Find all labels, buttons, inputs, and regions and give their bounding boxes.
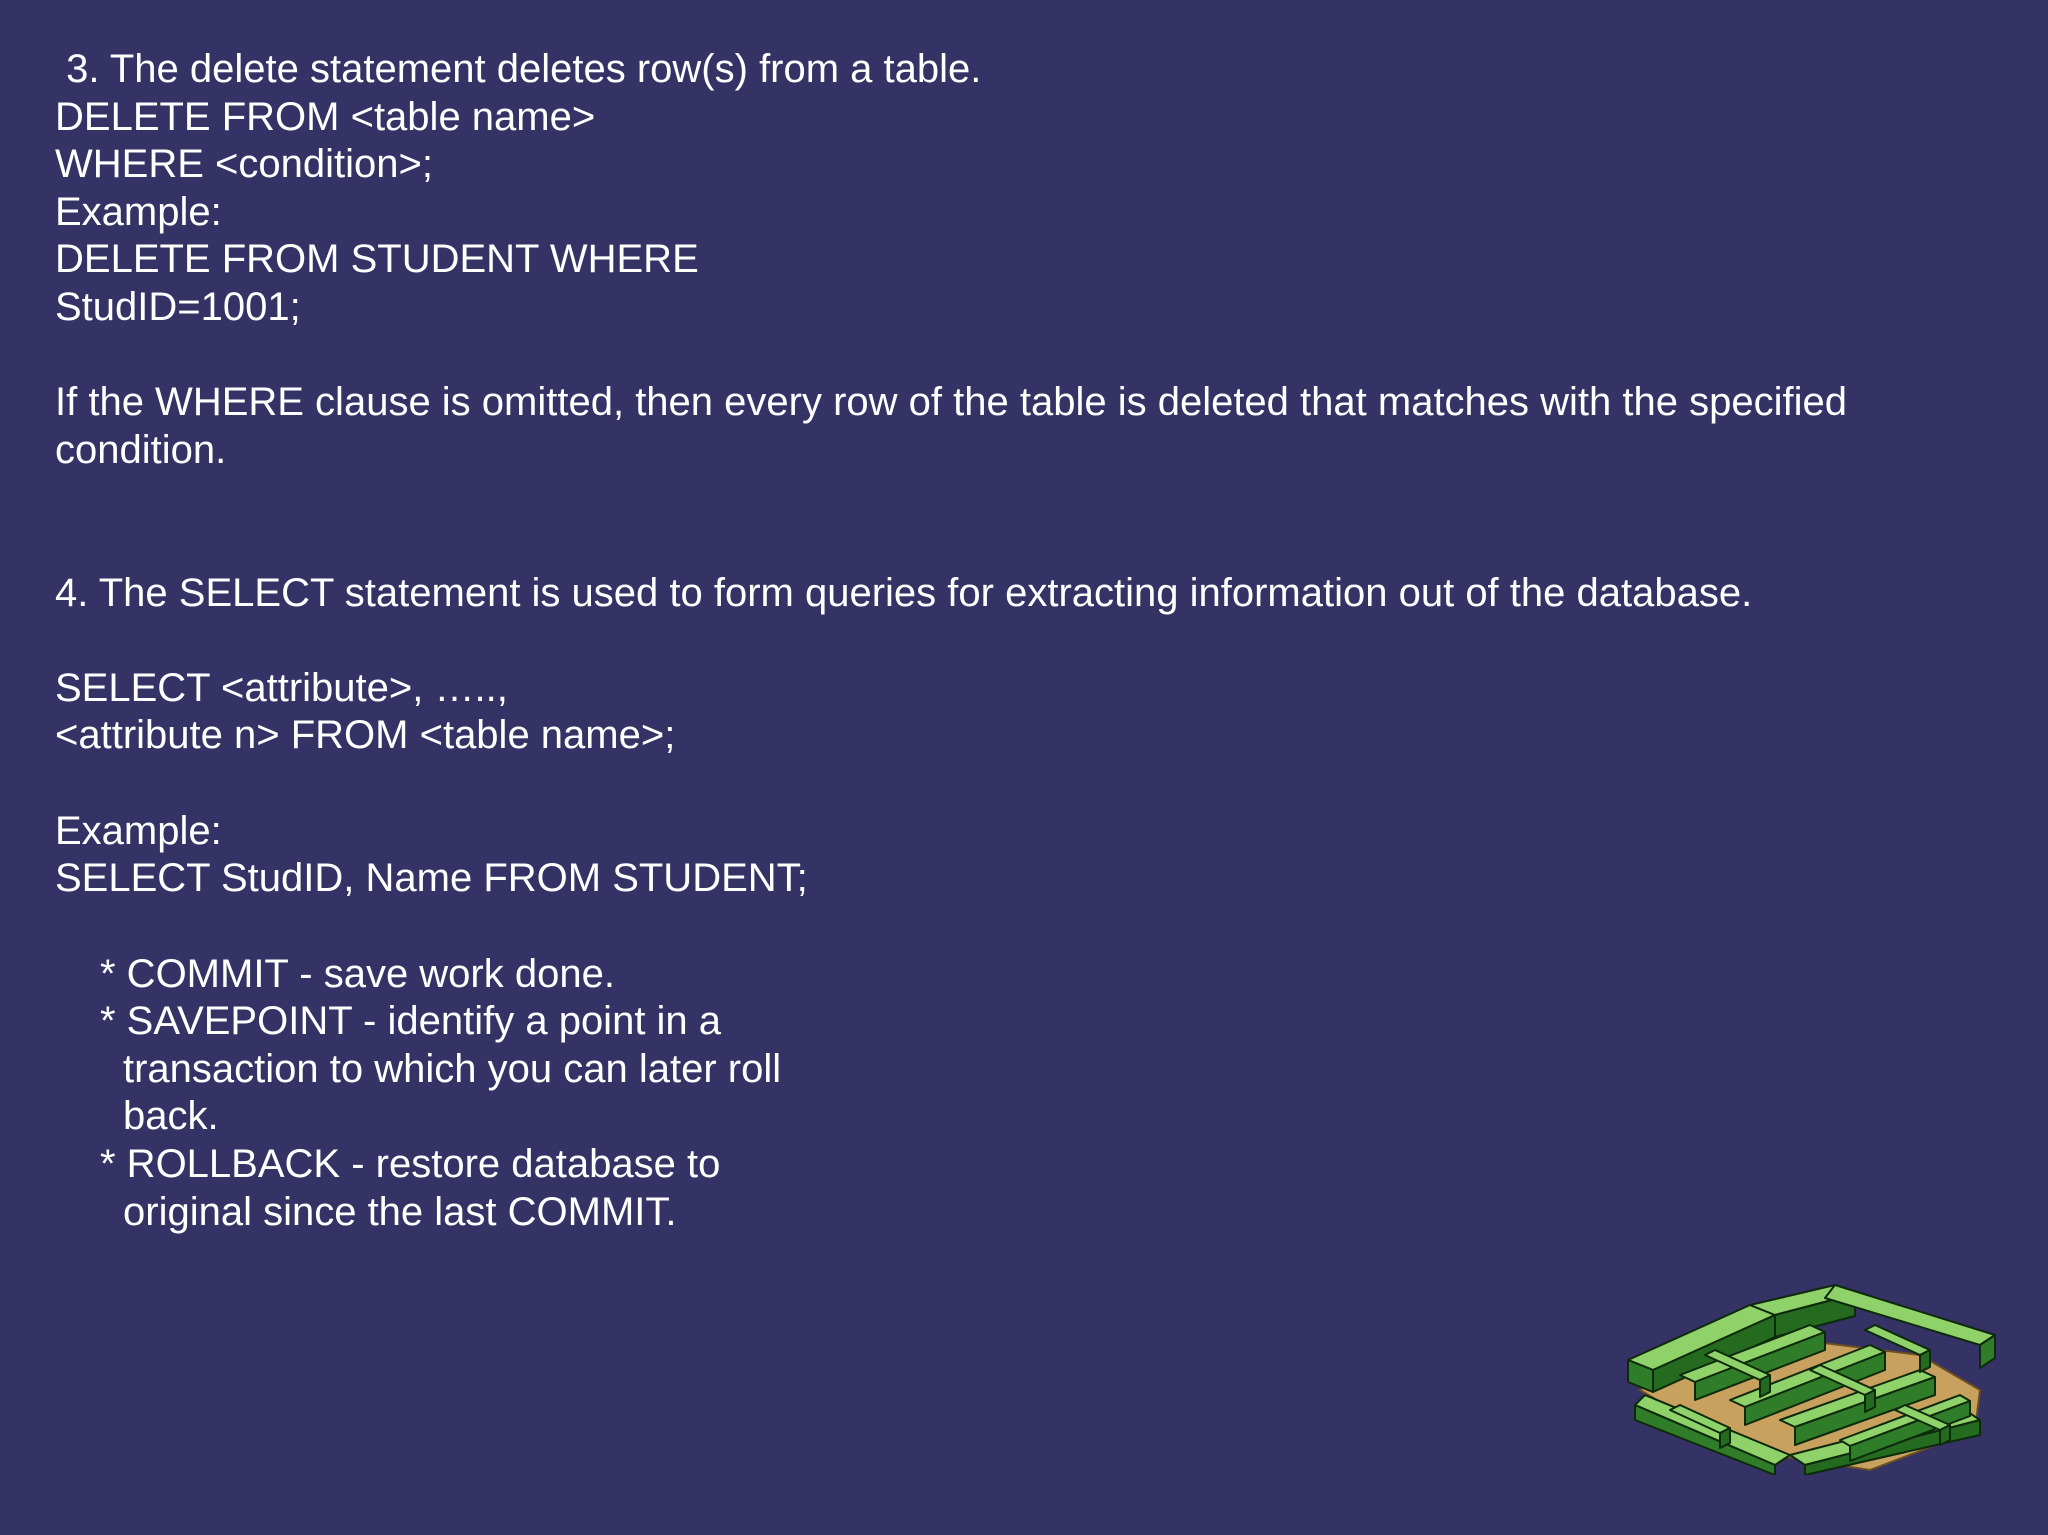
delete-heading: 3. The delete statement deletes row(s) from a table. [55,47,982,91]
delete-syntax-line-2: WHERE <condition>; [55,142,433,186]
select-example-line-1: SELECT StudID, Name FROM STUDENT; [55,856,808,900]
delete-example-line-1: DELETE FROM STUDENT WHERE [55,237,699,281]
hedge-maze-icon [1620,1280,2005,1475]
commit-item: * COMMIT - save work done. [100,952,615,996]
rollback-item-line-2: original since the last COMMIT. [123,1190,677,1234]
delete-example-label: Example: [55,190,222,234]
delete-example-line-2: StudID=1001; [55,285,301,329]
select-syntax-line-1: SELECT <attribute>, ….., [55,666,508,710]
delete-syntax-line-1: DELETE FROM <table name> [55,95,596,139]
savepoint-item-line-1: * SAVEPOINT - identify a point in a [100,999,722,1043]
delete-note-line-2: condition. [55,428,227,472]
select-heading: 4. The SELECT statement is used to form queries for extracting information out of the database. [55,571,1753,615]
select-example-label: Example: [55,809,222,853]
savepoint-item-line-2: transaction to which you can later roll [123,1047,782,1091]
savepoint-item-line-3: back. [123,1094,219,1138]
rollback-item-line-1: * ROLLBACK - restore database to [100,1142,721,1186]
delete-note-line-1: If the WHERE clause is omitted, then every row of the table is deleted that matches with the specified [55,380,1847,424]
select-syntax-line-2: <attribute n> FROM <table name>; [55,713,676,757]
